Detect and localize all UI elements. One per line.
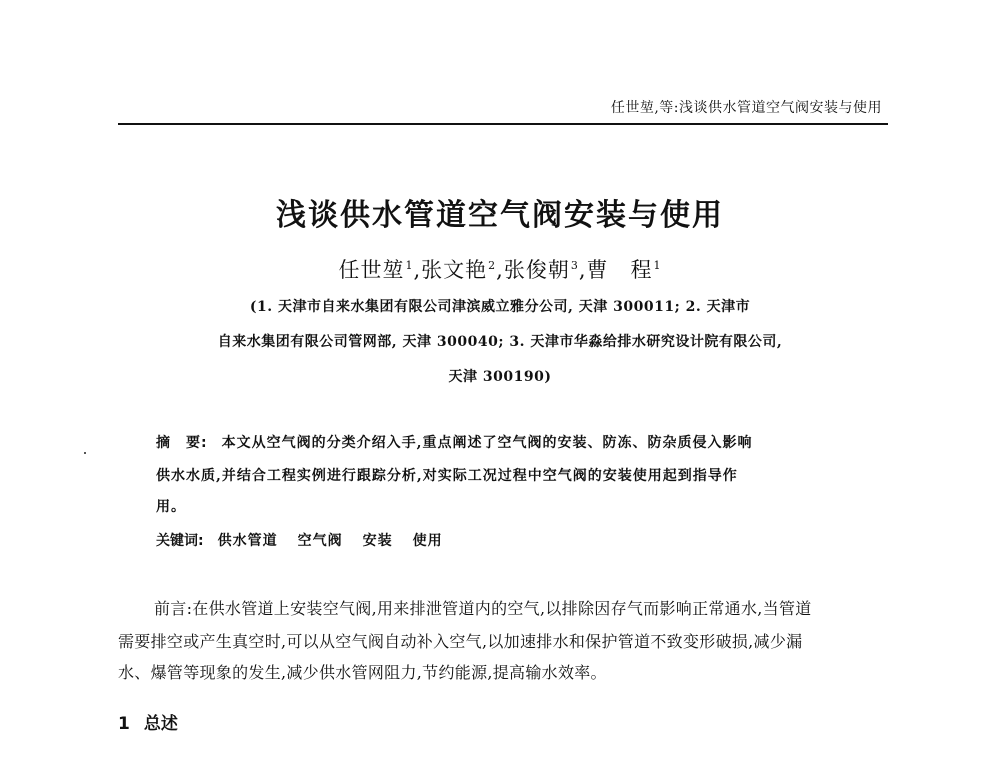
body-line: 水、爆管等现象的发生,减少供水管网阻力,节约能源,提高输水效率。 xyxy=(118,663,607,682)
author-name: 张文艳 xyxy=(421,258,488,282)
affiliation-line: 自来水集团有限公司管网部, 天津 300040; 3. 天津市华淼给排水研究设计院有限公司, xyxy=(217,334,783,350)
author-affiliation-mark: 1 xyxy=(405,259,414,272)
keyword-item: 空气阀 xyxy=(297,533,343,549)
keywords-label: 关键词: xyxy=(156,533,204,549)
abstract-text: 本文从空气阀的分类介绍入手,重点阐述了空气阀的安装、防冻、防杂质侵入影响 xyxy=(221,435,753,451)
author-affiliation-mark: 3 xyxy=(570,259,579,272)
section-title: 总述 xyxy=(143,714,178,734)
affiliation-line: 天津 300190) xyxy=(448,369,552,385)
keyword-item: 安装 xyxy=(362,533,393,549)
keyword-item: 供水管道 xyxy=(217,533,278,549)
abstract-line xyxy=(156,432,752,452)
author-affiliation-mark: 1 xyxy=(653,259,662,272)
section-heading xyxy=(118,709,178,734)
paper-title: 浅谈供水管道空气阀安装与使用 xyxy=(276,198,724,233)
keyword-item: 使用 xyxy=(412,533,443,549)
body-line: 前言:在供水管道上安装空气阀,用来排泄管道内的空气,以排除因存气而影响正常通水,当管道 xyxy=(154,599,812,618)
keywords xyxy=(156,530,463,550)
abstract-line: 供水水质,并结合工程实例进行跟踪分析,对实际工况过程中空气阀的安装使用起到指导作 xyxy=(156,468,738,484)
running-header: 任世堃,等:浅谈供水管道空气阀安装与使用 xyxy=(610,100,882,116)
author-name: 任世堃 xyxy=(338,258,405,282)
author-name: 张俊朝 xyxy=(503,258,570,282)
author-list: 任世堃$^1$,张文艳$^2$,张俊朝$^3$,曹 程$^1$ xyxy=(338,258,662,282)
stray-mark xyxy=(84,452,86,454)
section-number: 1 xyxy=(118,714,130,734)
abstract-label: 摘 要: xyxy=(156,435,208,451)
affiliation-line: (1. 天津市自来水集团有限公司津滨威立雅分公司, 天津 300011; 2. 天津市 xyxy=(249,299,751,315)
header-rule xyxy=(118,123,888,125)
body-line: 需要排空或产生真空时,可以从空气阀自动补入空气,以加速排水和保护管道不致变形破损,减少漏 xyxy=(118,632,803,651)
author-affiliation-mark: 2 xyxy=(488,259,497,272)
abstract-line: 用。 xyxy=(156,499,186,515)
author-name: 曹 程 xyxy=(586,258,653,282)
